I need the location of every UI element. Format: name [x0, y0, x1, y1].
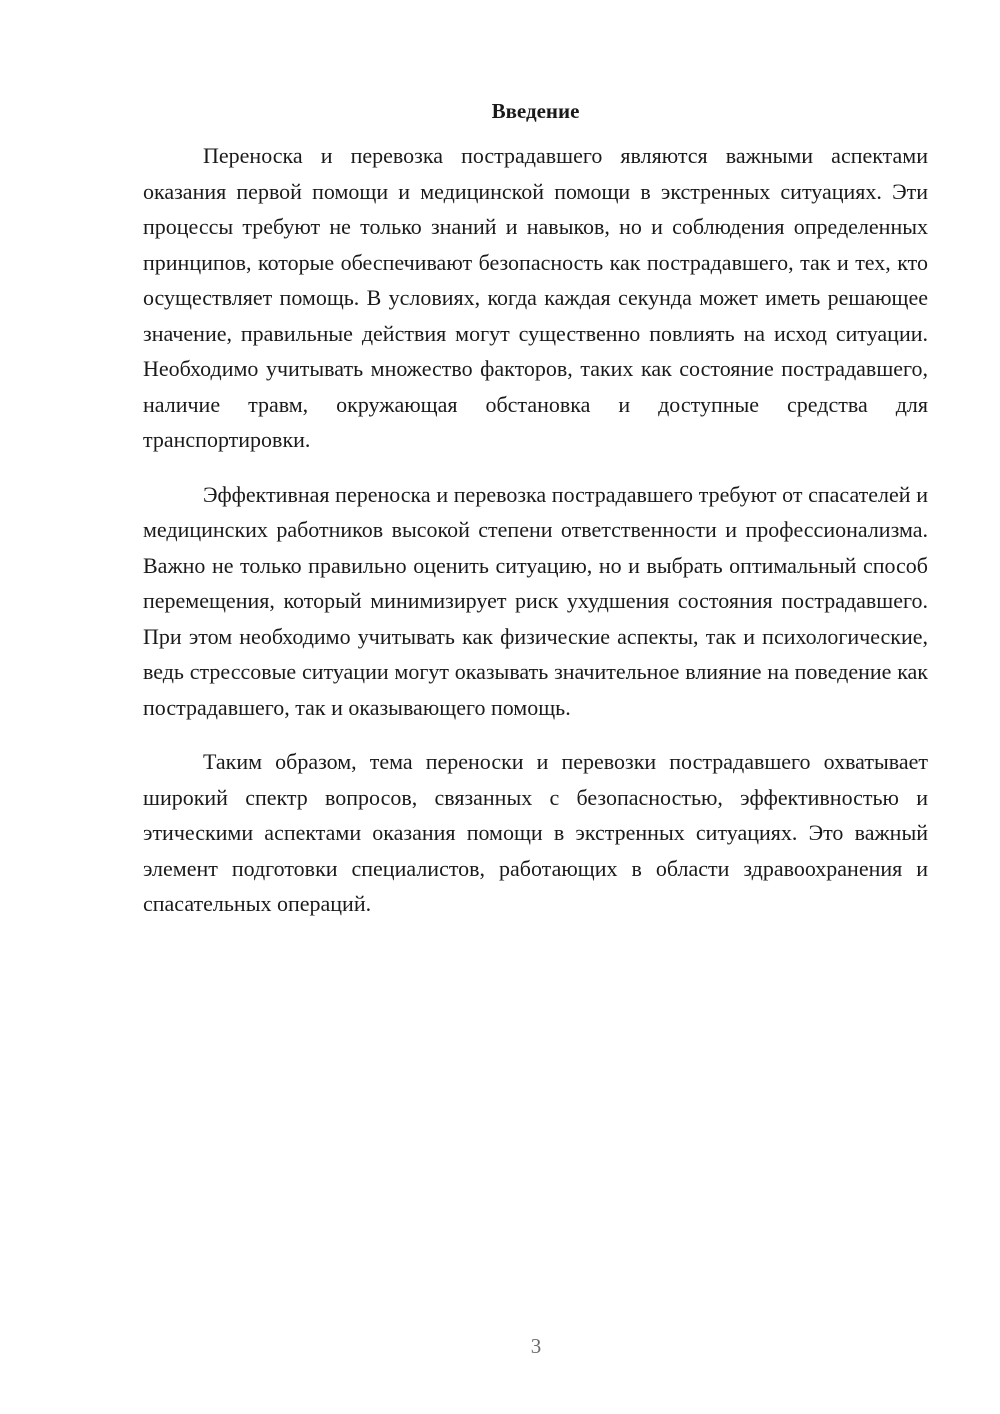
section-heading: Введение	[491, 99, 580, 123]
page-content	[143, 96, 928, 941]
paragraph-3: Таким образом, тема переноски и перевозки пострадавшего охватывает широкий спектр вопросов, связанных с безопасностью, эффективностью и этическими аспектами оказания помощи в экстренных ситуациях. Это важный элемент подготовки специалистов, работающих в области здравоохранения и спасательных операций.	[143, 749, 928, 916]
page-number: 3	[530, 1334, 542, 1358]
paragraph-2: Эффективная переноска и перевозка пострадавшего требуют от спасателей и медицинских работников высокой степени ответственности и профессионализма. Важно не только правильно оценить ситуацию, но и выбрать оптимальный способ перемещения, который минимизирует риск ухудшения состояния пострадавшего. При этом необходимо учитывать как физические аспекты, так и психологические, ведь стрессовые ситуации могут оказывать значительное влияние на поведение как пострадавшего, так и оказывающего помощь.	[143, 481, 928, 720]
paragraph-1: Переноска и перевозка пострадавшего являются важными аспектами оказания первой помощи и медицинской помощи в экстренных ситуациях. Эти процессы требуют не только знаний и навыков, но и соблюдения определенных принципов, которые обеспечивают безопасность как пострадавшего, так и тех, кто осуществляет помощь. В условиях, когда каждая секунда может иметь решающее значение, правильные действия могут существенно повлиять на исход ситуации. Необходимо учитывать множество факторов, таких как состояние пострадавшего, наличие травм, окружающая обстановка и доступные средства для транспортировки.	[143, 143, 928, 452]
